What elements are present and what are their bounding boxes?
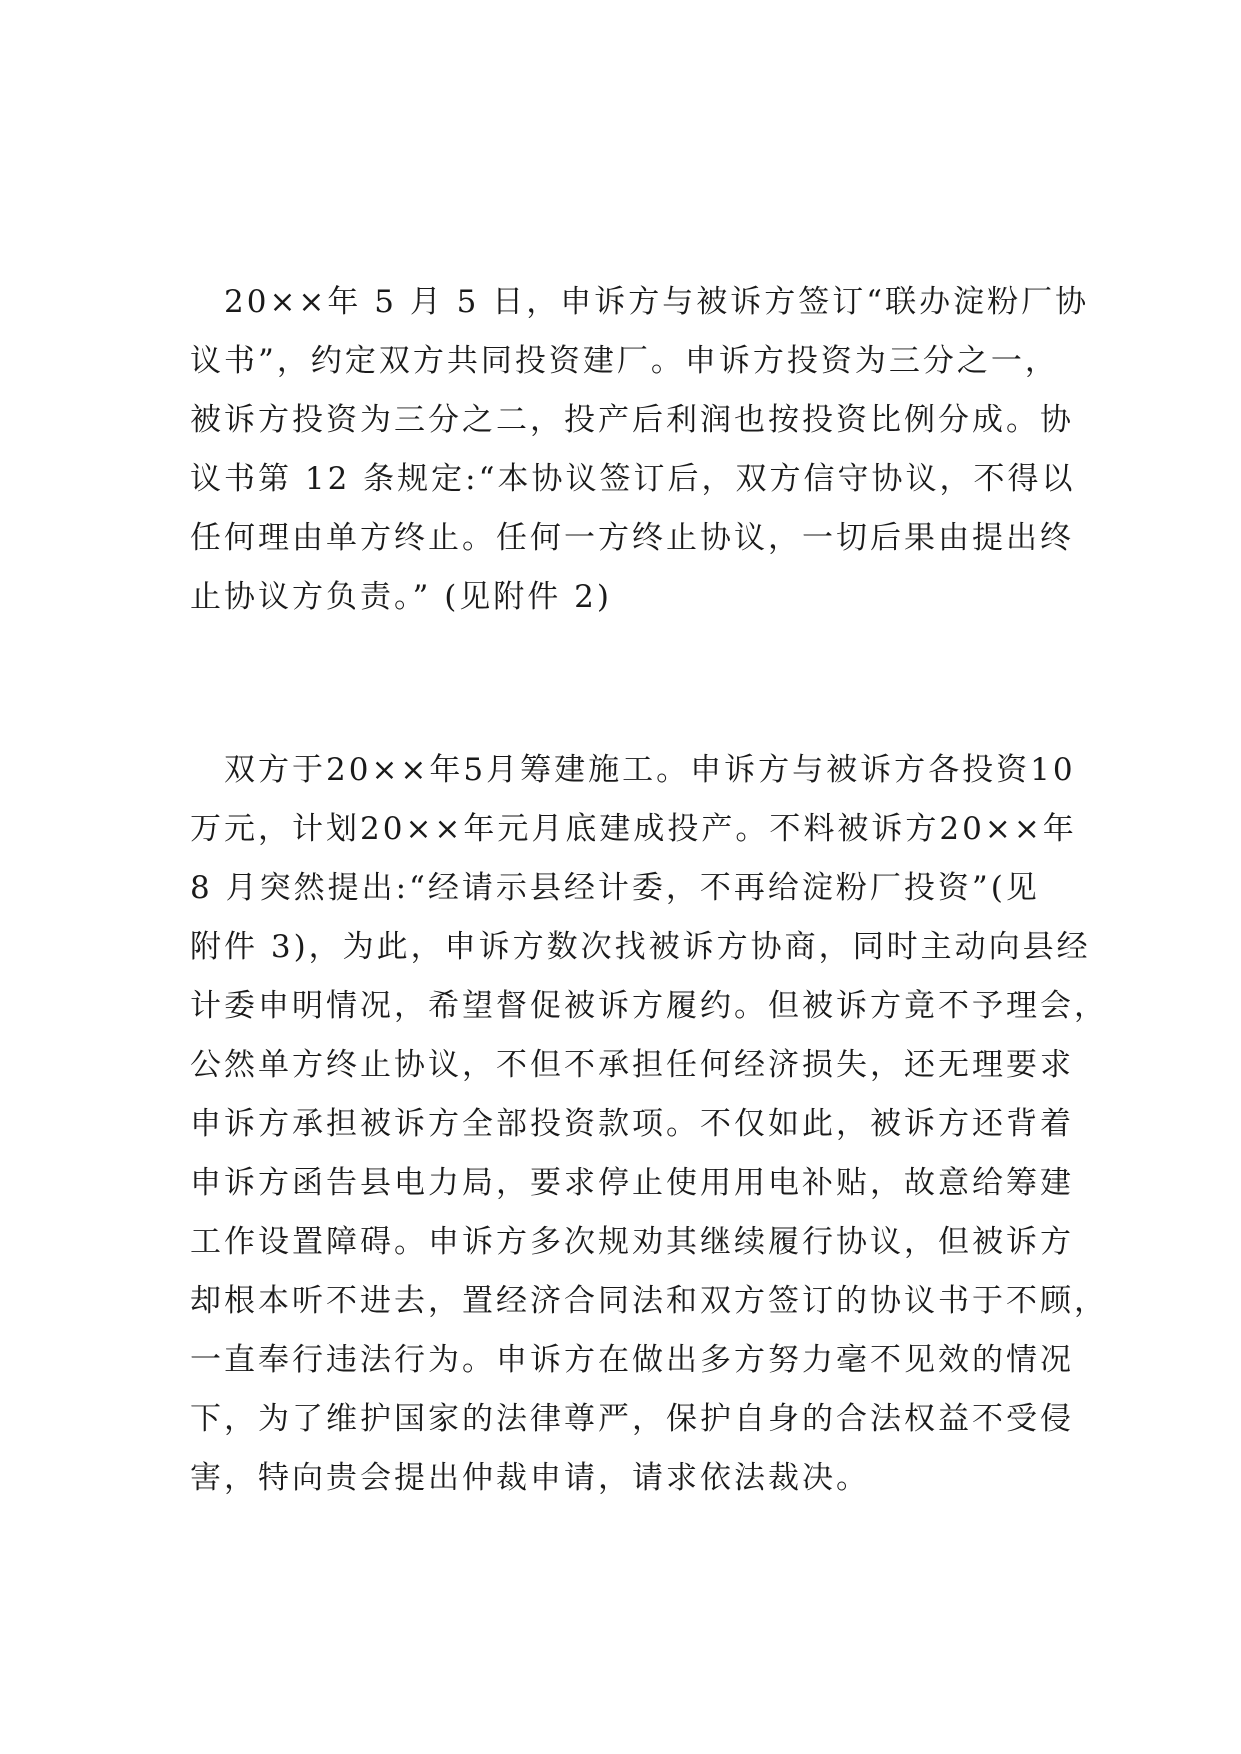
paragraph-line: 申诉方函告县电力局，要求停止使用用电补贴，故意给筹建	[190, 1165, 1074, 1201]
paragraph-line: 双方于20××年5月筹建施工。申诉方与被诉方各投资10	[190, 752, 1076, 788]
paragraph-line: 任何理由单方终止。任何一方终止协议，一切后果由提出终	[190, 520, 1074, 556]
paragraph-agreement	[190, 273, 1090, 627]
paragraph-line: 被诉方投资为三分之二，投产后利润也按投资比例分成。协	[190, 402, 1074, 438]
paragraph-line: 万元，计划20××年元月底建成投产。不料被诉方20××年	[190, 811, 1077, 847]
paragraph-line: 害，特向贵会提出仲裁申请，请求依法裁决。	[190, 1460, 870, 1496]
paragraph-line: 工作设置障碍。申诉方多次规劝其继续履行协议，但被诉方	[190, 1224, 1074, 1260]
paragraph-line: 8 月突然提出:“经请示县经计委，不再给淀粉厂投资”(见	[190, 870, 1040, 906]
paragraph-line: 议书第 12 条规定:“本协议签订后，双方信守协议，不得以	[190, 461, 1076, 497]
paragraph-line: 附件 3)，为此，申诉方数次找被诉方协商，同时主动向县经	[190, 929, 1091, 965]
paragraph-line: 下，为了维护国家的法律尊严，保护自身的合法权益不受侵	[190, 1401, 1074, 1437]
paragraph-line: 公然单方终止协议，不但不承担任何经济损失，还无理要求	[190, 1047, 1074, 1083]
paragraph-line: 却根本听不进去，置经济合同法和双方签订的协议书于不顾，	[190, 1283, 1108, 1319]
paragraph-line: 议书”，约定双方共同投资建厂。申诉方投资为三分之一，	[190, 343, 1059, 379]
paragraph-dispute	[190, 741, 1108, 1508]
paragraph-line: 申诉方承担被诉方全部投资款项。不仅如此，被诉方还背着	[190, 1106, 1074, 1142]
paragraph-line: 一直奉行违法行为。申诉方在做出多方努力毫不见效的情况	[190, 1342, 1074, 1378]
paragraph-line: 计委申明情况，希望督促被诉方履约。但被诉方竟不予理会，	[190, 988, 1108, 1024]
paragraph-line: 止协议方负责。” (见附件 2)	[190, 579, 612, 615]
paragraph-line: 20××年 5 月 5 日，申诉方与被诉方签订“联办淀粉厂协	[190, 284, 1090, 320]
